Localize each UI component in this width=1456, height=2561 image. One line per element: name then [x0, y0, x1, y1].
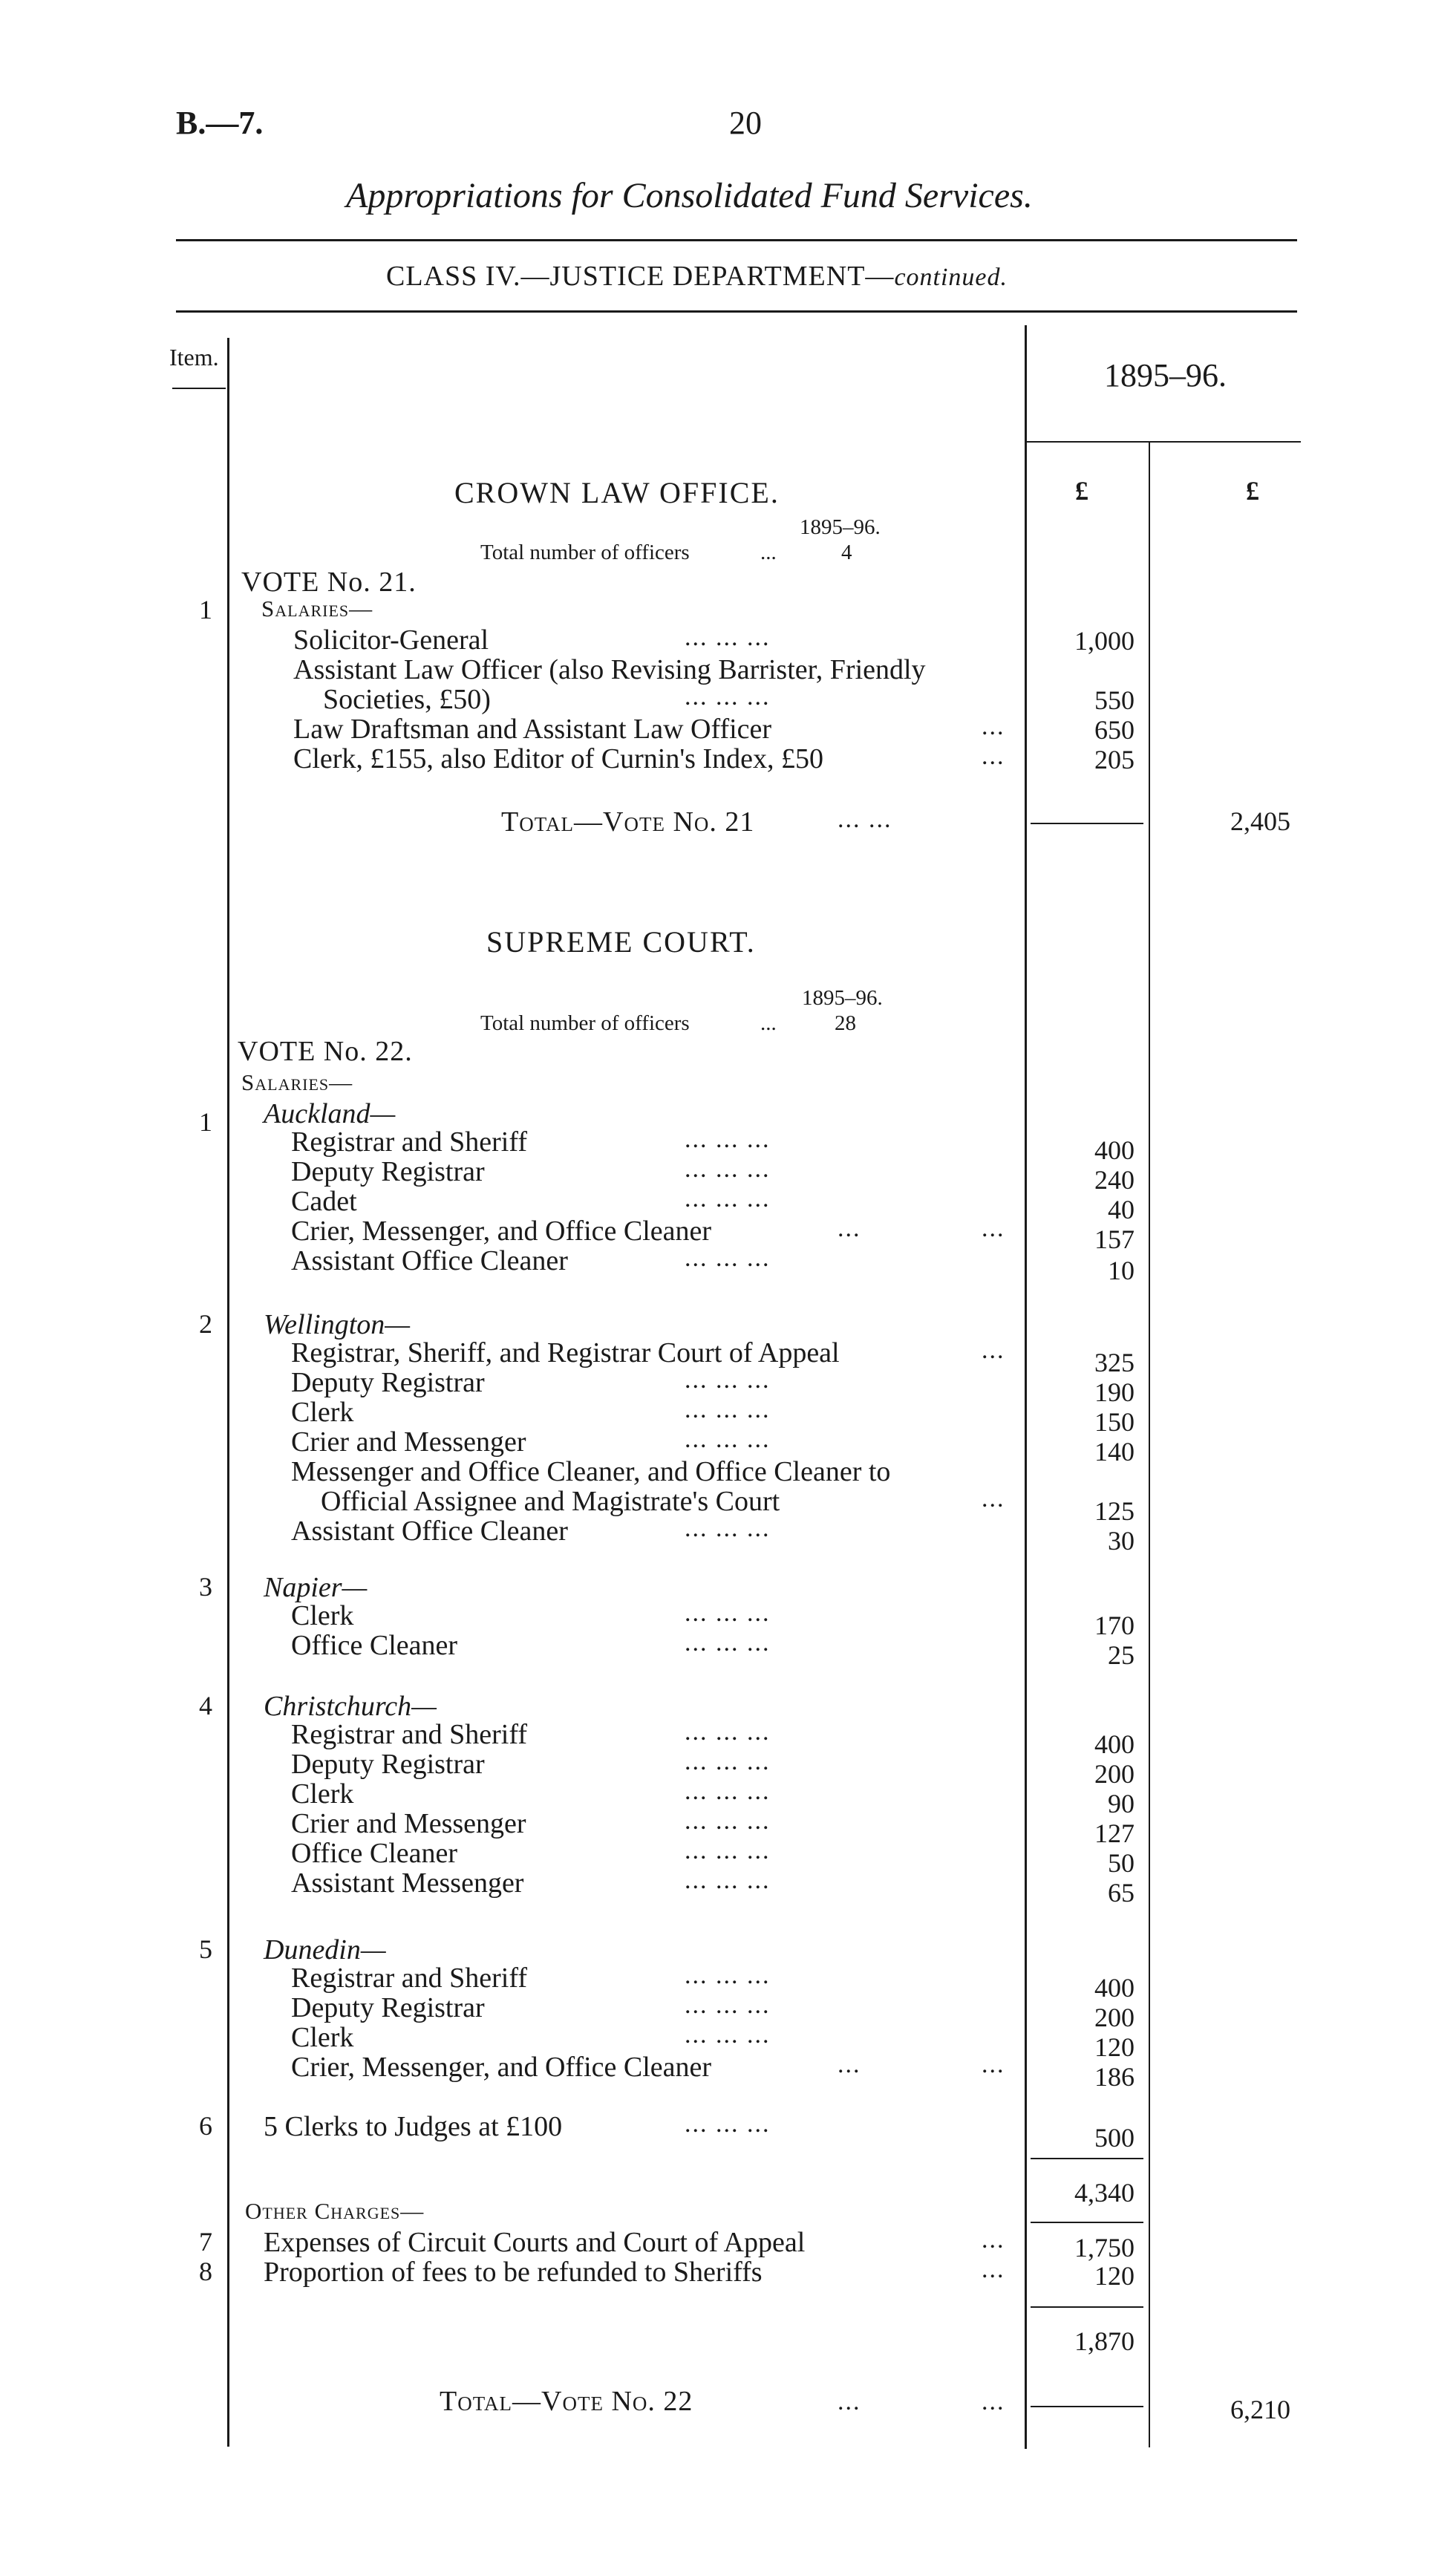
line-item-text: Deputy Registrar [291, 1367, 485, 1398]
line-item-amount: 200 [1094, 2003, 1135, 2032]
leader-dots: ... ... ... [685, 1629, 771, 1657]
line-item-amount: 125 [1094, 1496, 1135, 1526]
item-column-rule [227, 338, 229, 2447]
subtotal-rule [1031, 2222, 1143, 2223]
leader-dots: ... ... ... [685, 2021, 771, 2049]
vote-total-label: Total—Vote No. 21 [501, 806, 755, 838]
leader-dots: ... ... ... [685, 1396, 771, 1423]
line-item-amount: 30 [1108, 1526, 1135, 1556]
line-item-amount: 240 [1094, 1165, 1135, 1195]
officers-year: 1895–96. [802, 986, 883, 1010]
amount-column-rule-mid [1149, 443, 1150, 2447]
line-item-text: Clerk [291, 1397, 354, 1428]
leader-dots: ... ... ... [685, 1185, 771, 1213]
subtotal-rule [1031, 2158, 1143, 2159]
vote-number: VOTE No. 21. [241, 567, 417, 598]
line-item-text: Office Cleaner [291, 1838, 458, 1869]
line-item-amount: 650 [1094, 715, 1135, 745]
leader-dots: ... [982, 2388, 1005, 2415]
line-item-text: Registrar, Sheriff, and Registrar Court of Appeal [291, 1337, 840, 1368]
leader-dots: ... [982, 2051, 1005, 2078]
line-item-amount: 325 [1094, 1348, 1135, 1377]
line-item-amount: 90 [1108, 1789, 1135, 1818]
leader-dots: ... ... ... [685, 1837, 771, 1865]
line-item-text: Expenses of Circuit Courts and Court of Appeal [264, 2227, 806, 2258]
line-item-text: Office Cleaner [291, 1630, 458, 1661]
line-item-text: Crier and Messenger [291, 1426, 526, 1458]
line-item-amount: 400 [1094, 1973, 1135, 2003]
line-item-text: 5 Clerks to Judges at £100 [264, 2111, 563, 2142]
leader-dots: ... [760, 541, 777, 564]
leader-dots: ... ... ... [685, 1718, 771, 1746]
line-item-amount: 157 [1094, 1224, 1135, 1254]
leader-dots: ... [838, 1215, 861, 1242]
page-number: 20 [729, 105, 762, 141]
leader-dots: ... ... ... [685, 1244, 771, 1272]
leader-dots: ... ... ... [685, 1807, 771, 1835]
item-number: 4 [199, 1691, 212, 1720]
leader-dots: ... ... ... [685, 1991, 771, 2019]
line-item-text: Registrar and Sheriff [291, 1126, 527, 1158]
line-item-text: Assistant Law Officer (also Revising Barrister, Friendly [293, 654, 926, 685]
subtotal-rule [1031, 2306, 1143, 2308]
line-item-amount: 150 [1094, 1407, 1135, 1437]
leader-dots: ... [838, 2051, 861, 2078]
line-item-text: Assistant Office Cleaner [291, 1516, 568, 1547]
item-number: 5 [199, 1934, 212, 1964]
line-item-text: Clerk [291, 2022, 354, 2053]
line-item-amount: 190 [1094, 1377, 1135, 1407]
leader-dots: ... [982, 1337, 1005, 1364]
leader-dots: ... [982, 1485, 1005, 1513]
section-heading-supreme-court: SUPREME COURT. [486, 925, 756, 959]
item-column-header: Item. [169, 344, 219, 371]
line-item-text: Law Draftsman and Assistant Law Officer [293, 714, 772, 745]
year-column-header: 1895–96. [1104, 357, 1227, 394]
item-number: 3 [199, 1572, 212, 1602]
section-heading-crown-law-office: CROWN LAW OFFICE. [454, 476, 780, 509]
currency-sign: £ [1075, 476, 1088, 506]
total-rule [1031, 2406, 1143, 2407]
item-number: 1 [199, 595, 212, 624]
group-heading-dunedin: Dunedin— [264, 1934, 386, 1965]
leader-dots: ... [760, 1011, 777, 1035]
line-item-amount: 10 [1108, 1256, 1135, 1285]
currency-sign: £ [1246, 476, 1259, 506]
line-item-text: Crier, Messenger, and Office Cleaner [291, 2052, 712, 2083]
line-item-amount: 65 [1108, 1878, 1135, 1908]
vote-number: VOTE No. 22. [238, 1036, 413, 1067]
group-heading-christchurch: Christchurch— [264, 1691, 437, 1722]
group-heading-wellington: Wellington— [264, 1309, 411, 1340]
top-rule [176, 239, 1297, 241]
salaries-heading: Salaries— [261, 596, 373, 622]
line-item-text: Assistant Messenger [291, 1867, 524, 1899]
leader-dots: ... ... ... [685, 1366, 771, 1394]
item-number: 1 [199, 1107, 212, 1137]
officers-label: Total number of officers [480, 1011, 690, 1035]
page-title: Appropriations for Consolidated Fund Services. [346, 176, 1033, 215]
officers-count: 28 [835, 1011, 856, 1035]
item-number: 8 [199, 2257, 212, 2286]
leader-dots: ... ... ... [685, 624, 771, 651]
line-item-amount: 120 [1094, 2032, 1135, 2062]
year-header-rule [1026, 441, 1301, 443]
amount-column-rule-left [1025, 325, 1027, 2449]
leader-dots: ... [982, 743, 1005, 770]
salaries-subtotal: 4,340 [1074, 2178, 1135, 2208]
leader-dots: ... ... ... [685, 1515, 771, 1542]
salaries-heading: Salaries— [241, 1069, 353, 1095]
line-item-text: Cadet [291, 1186, 357, 1217]
line-item-amount: 1,000 [1074, 626, 1135, 656]
leader-dots: ... ... ... [685, 1748, 771, 1775]
line-item-amount: 140 [1094, 1437, 1135, 1467]
line-item-amount: 500 [1094, 2123, 1135, 2153]
officers-count: 4 [841, 541, 852, 564]
leader-dots: ... ... ... [685, 1126, 771, 1153]
line-item-text: Solicitor-General [293, 624, 489, 656]
document-code: B.—7. [176, 105, 264, 141]
vote-total-amount: 6,210 [1230, 2395, 1290, 2424]
officers-year: 1895–96. [800, 515, 881, 539]
class-rule [176, 310, 1297, 313]
line-item-amount: 200 [1094, 1759, 1135, 1789]
line-item-text: Messenger and Office Cleaner, and Office Cleaner to [291, 1456, 891, 1487]
class-heading: CLASS IV.—JUSTICE DEPARTMENT—continued. [386, 261, 1008, 292]
leader-dots: ... ... ... [685, 683, 771, 711]
line-item-amount: 25 [1108, 1640, 1135, 1670]
leader-dots: ... ... ... [685, 1778, 771, 1805]
line-item-text: Crier, Messenger, and Office Cleaner [291, 1216, 712, 1247]
other-charges-heading: Other Charges— [245, 2198, 425, 2224]
line-item-amount: 170 [1094, 1611, 1135, 1640]
line-item-text: Proportion of fees to be refunded to Sheriffs [264, 2257, 763, 2288]
leader-dots: ... [982, 713, 1005, 740]
line-item-amount: 205 [1094, 745, 1135, 774]
leader-dots: ... [838, 2388, 861, 2415]
line-item-amount: 1,750 [1074, 2233, 1135, 2263]
item-header-rule [172, 388, 226, 389]
line-item-text: Clerk [291, 1600, 354, 1631]
line-item-text: Clerk [291, 1778, 354, 1810]
line-item-amount: 40 [1108, 1195, 1135, 1224]
other-charges-subtotal: 1,870 [1074, 2326, 1135, 2356]
item-number: 7 [199, 2227, 212, 2257]
vote-total-amount: 2,405 [1230, 806, 1290, 836]
vote-total-label: Total—Vote No. 22 [440, 2386, 693, 2417]
officers-label: Total number of officers [480, 541, 690, 564]
item-number: 2 [199, 1309, 212, 1339]
group-heading-napier: Napier— [264, 1572, 368, 1603]
line-item-text: Societies, £50) [323, 684, 491, 715]
item-number: 6 [199, 2111, 212, 2141]
leader-dots: ... ... ... [685, 1155, 771, 1183]
total-rule [1031, 823, 1143, 824]
leader-dots: ... ... ... [685, 1867, 771, 1894]
line-item-text: Deputy Registrar [291, 1156, 485, 1187]
line-item-amount: 400 [1094, 1729, 1135, 1759]
line-item-text: Clerk, £155, also Editor of Curnin's Index, £50 [293, 743, 823, 774]
line-item-amount: 186 [1094, 2062, 1135, 2092]
leader-dots: ... ... ... [685, 1962, 771, 1989]
line-item-amount: 127 [1094, 1818, 1135, 1848]
line-item-text: Official Assignee and Magistrate's Court [321, 1486, 780, 1517]
line-item-amount: 550 [1094, 685, 1135, 715]
leader-dots: ... [982, 1215, 1005, 1242]
group-heading-auckland: Auckland— [264, 1098, 396, 1129]
line-item-text: Crier and Messenger [291, 1808, 526, 1839]
leader-dots: ... ... ... [685, 2110, 771, 2138]
line-item-amount: 50 [1108, 1848, 1135, 1878]
line-item-text: Registrar and Sheriff [291, 1719, 527, 1750]
line-item-amount: 400 [1094, 1135, 1135, 1165]
line-item-text: Deputy Registrar [291, 1992, 485, 2023]
line-item-text: Registrar and Sheriff [291, 1963, 527, 1994]
leader-dots: ... [982, 2256, 1005, 2283]
leader-dots: ... ... ... [685, 1599, 771, 1627]
line-item-amount: 120 [1094, 2261, 1135, 2291]
leader-dots: ... [982, 2226, 1005, 2254]
line-item-text: Assistant Office Cleaner [291, 1245, 568, 1276]
leader-dots: ... ... [838, 806, 892, 833]
leader-dots: ... ... ... [685, 1426, 771, 1453]
line-item-text: Deputy Registrar [291, 1749, 485, 1780]
